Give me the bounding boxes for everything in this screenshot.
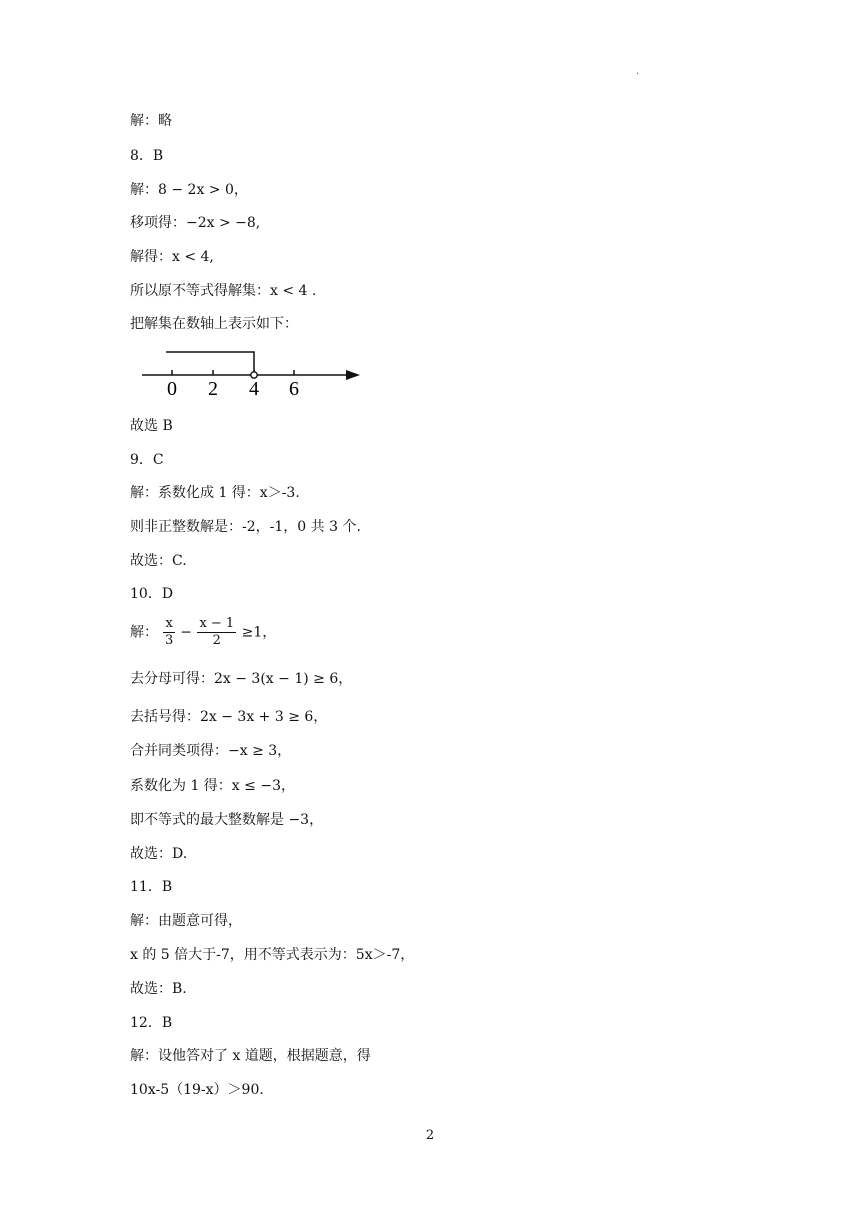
text-line: 则非正整数解是：-2，-1，0 共 3 个. — [130, 519, 361, 535]
text-line: 故选：B. — [130, 981, 187, 997]
tick-label: 0 — [167, 378, 177, 398]
numerator: x — [165, 616, 173, 631]
text-line: 所以原不等式得解集：x < 4 . — [130, 283, 317, 299]
tick-label: 2 — [208, 378, 218, 398]
number-line-diagram — [138, 348, 368, 398]
text-line: 去分母可得：2x − 3(x − 1) ≥ 6， — [130, 671, 353, 687]
text-line: 即不等式的最大整数解是 −3， — [130, 812, 324, 828]
question-8-answer: 8．B — [130, 148, 164, 164]
solution-ray — [166, 352, 254, 372]
page-number: 2 — [425, 1128, 435, 1143]
text-line: 解：8 − 2x > 0， — [130, 182, 248, 198]
text-line: 解：略 — [130, 113, 172, 129]
text-line: 解：由题意可得， — [130, 913, 242, 929]
text-line: 故选：D. — [130, 846, 188, 862]
text-line: x 的 5 倍大于-7，用不等式表示为：5x＞-7， — [130, 947, 415, 963]
text-line: 解得：x < 4, — [130, 249, 214, 265]
question-10-answer: 10．D — [130, 586, 174, 602]
text-line: 合并同类项得：−x ≥ 3， — [130, 743, 292, 759]
fraction-equation-line — [130, 616, 276, 649]
numerator: x − 1 — [199, 616, 235, 631]
fraction — [197, 616, 236, 649]
text-line: 系数化为 1 得：x ≤ −3， — [130, 778, 295, 794]
text-line: 把解集在数轴上表示如下： — [130, 316, 298, 332]
tick-label: 6 — [289, 378, 299, 398]
denominator: 2 — [212, 633, 221, 648]
minus-sign: − — [180, 624, 192, 641]
denominator: 3 — [164, 633, 174, 648]
text-line: 故选 B — [130, 418, 173, 434]
text-prefix: 解： — [130, 624, 158, 641]
fraction — [163, 616, 174, 649]
question-11-answer: 11．B — [130, 879, 173, 895]
text-line: 故选：C. — [130, 553, 187, 569]
question-9-answer: 9．C — [130, 452, 164, 468]
tick-label: 4 — [249, 378, 259, 398]
text-line: 去括号得：2x − 3x + 3 ≥ 6， — [130, 709, 328, 725]
text-line: 10x-5（19-x）＞90. — [130, 1082, 264, 1098]
header-dot: . — [636, 66, 640, 77]
text-suffix: ≥1， — [241, 624, 277, 641]
text-line: 解：设他答对了 x 道题，根据题意，得 — [130, 1048, 371, 1064]
text-line: 解：系数化成 1 得：x＞-3. — [130, 485, 300, 501]
question-12-answer: 12．B — [130, 1015, 173, 1031]
number-line-arrow — [346, 370, 360, 380]
text-line: 移项得：−2x > −8, — [130, 215, 261, 231]
